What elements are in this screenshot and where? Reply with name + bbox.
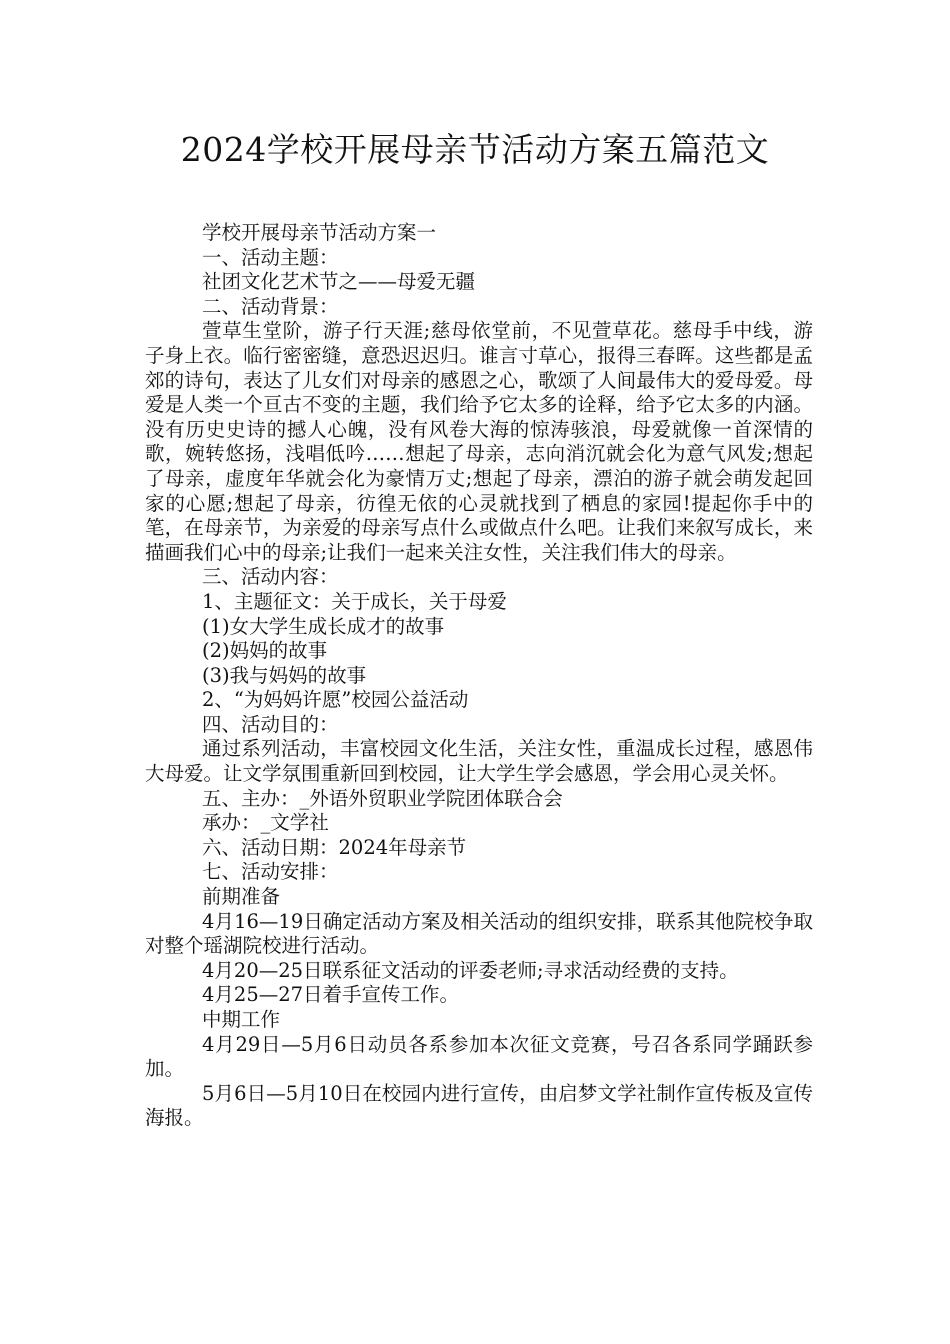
phase-heading: 中期工作 — [202, 1008, 281, 1031]
content-subitem: (1)女大学生成长成才的故事 — [202, 614, 445, 638]
section-heading: 学校开展母亲节活动方案一 — [202, 221, 437, 244]
content-item: 2、“为妈妈许愿”校园公益活动 — [202, 688, 469, 712]
date-line: 六、活动日期：2024年母亲节 — [202, 835, 467, 859]
phase-heading: 前期准备 — [202, 885, 281, 909]
schedule-item: 4月29日—5月6日动员各系参加本次征文竞赛，号召各系同学踊跃参加。 — [145, 1032, 813, 1081]
content-subitem: (2)妈妈的故事 — [202, 639, 328, 663]
content-item: 1、主题征文：关于成长，关于母爱 — [202, 589, 507, 613]
subheading-background: 二、活动背景： — [202, 294, 339, 318]
subheading-theme: 一、活动主题： — [202, 245, 339, 269]
document-title: 2024学校开展母亲节活动方案五篇范文 — [180, 130, 770, 169]
subheading-purpose: 四、活动目的： — [202, 712, 339, 736]
subheading-content: 三、活动内容： — [202, 565, 339, 589]
organizer-line: 五、主办：_外语外贸职业学院团体联合会 — [202, 786, 563, 810]
schedule-item: 4月25—27日着手宣传工作。 — [202, 983, 460, 1007]
purpose-paragraph: 通过系列活动，丰富校园文化生活，关注女性，重温成长过程，感恩伟大母爱。让文学氛围重新回到校园，让大学生学会感恩，学会用心灵关怀。 — [145, 737, 813, 786]
co-organizer-line: 承办：_文学社 — [202, 811, 329, 835]
subheading-schedule: 七、活动安排： — [202, 860, 339, 884]
content-subitem: (3)我与妈妈的故事 — [202, 663, 367, 687]
background-paragraph: 萱草生堂阶，游子行天涯;慈母依堂前，不见萱草花。慈母手中线，游子身上衣。临行密密缝，意恐迟迟归。谁言寸草心，报得三春晖。这些都是孟郊的诗句，表达了儿女们对母亲的感恩之心，歌颂了人间最伟大的爱母爱。母爱是人类一个亘古不变的主题，我们给予它太多的诠释，给予它太多的内涵。没有历史史诗的撼人心魄，没有风卷大海的惊涛骇浪，母爱就像一首深情的歌，婉转悠扬，浅唱低吟……想起了母亲，志向消沉就会化为意气风发;想起了母亲，虚度年华就会化为豪情万丈;想起了母亲，漂泊的游子就会萌发起回家的心愿;想起了母亲，彷徨无依的心灵就找到了栖息的家园!提起你手中的笔，在母亲节，为亲爱的母亲写点什么或做点什么吧。让我们来叙写成长，来描画我们心中的母亲;让我们一起来关注女性，关注我们伟大的母亲。 — [145, 319, 813, 564]
schedule-item: 4月20—25日联系征文活动的评委老师;寻求活动经费的支持。 — [202, 958, 739, 982]
theme-text: 社团文化艺术节之——母爱无疆 — [202, 270, 476, 294]
schedule-item: 4月16—19日确定活动方案及相关活动的组织安排，联系其他院校争取对整个瑶湖院校进行活动。 — [145, 909, 813, 958]
schedule-item: 5月6日—5月10日在校园内进行宣传，由启梦文学社制作宣传板及宣传海报。 — [145, 1081, 813, 1130]
document-body — [145, 221, 813, 1131]
